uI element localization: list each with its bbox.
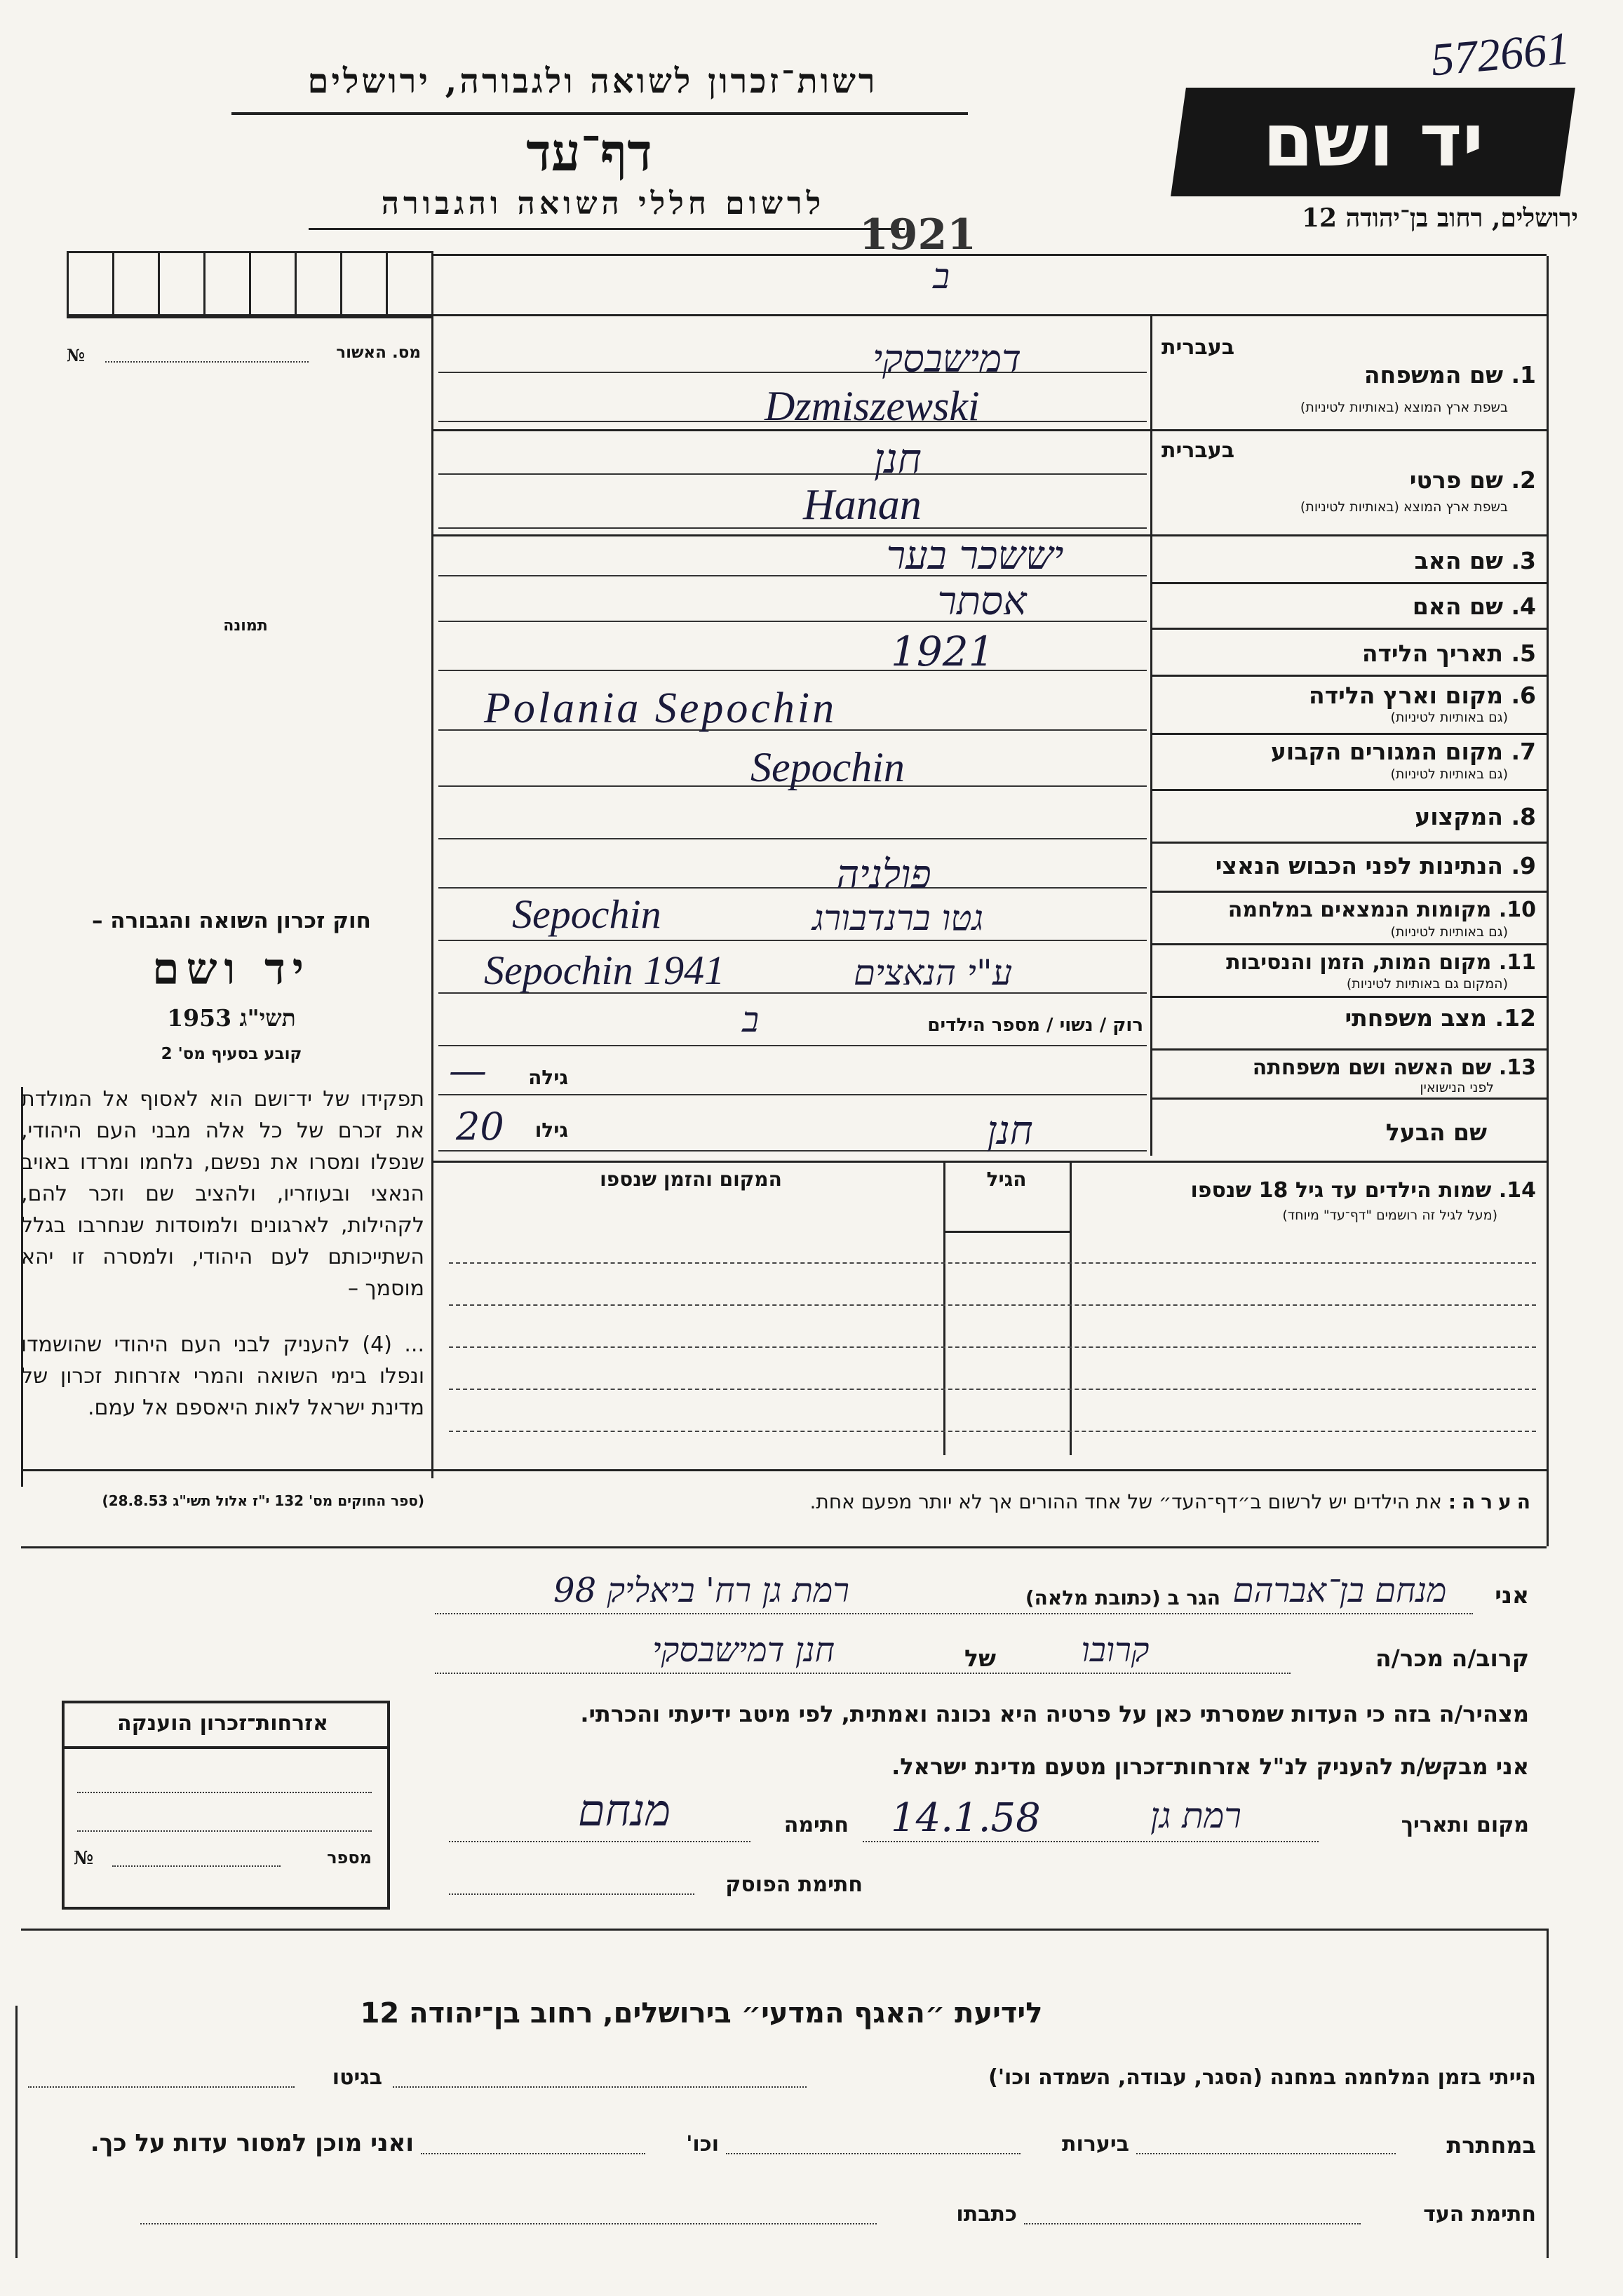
residence-value[interactable]: Sepochin (750, 744, 905, 790)
bottom-line2-mid2: וכו' (686, 2132, 719, 2156)
citizenship-number-field[interactable] (112, 1865, 281, 1867)
field-2-name: שם פרטי (1409, 466, 1503, 494)
field-5-name: תאריך הלידה (1361, 640, 1503, 667)
field-13-label (1157, 1055, 1536, 1080)
form-subtitle: לרשום חללי השואה והגבורה (381, 186, 826, 222)
header-address: ירושלים, רחוב בן־יהודה 12 (1301, 203, 1578, 233)
field-8-label (1157, 803, 1536, 830)
approval-label: מס. האשור (336, 344, 421, 362)
field-11-name: מקום המות, הזמן והנסיבות (1226, 950, 1492, 975)
field-7-num: 7. (1511, 738, 1536, 765)
field-12-label (1157, 1004, 1536, 1032)
field-3-name: שם האב (1414, 547, 1503, 574)
label-column-divider (1150, 314, 1152, 1156)
institution-name: רשות־זכרון לשואה ולגבורה, ירושלים (307, 62, 878, 101)
top-strip-bottom (431, 254, 1547, 256)
frame-right (1547, 256, 1549, 1546)
law-clause: ... (4) להעניק לבני העם היהודי שהושמדו ונפלו בימי השואה והמרי אזרחות זכרון של מדינת ישראל לאות היאספם אל עמם. (21, 1332, 424, 1420)
handwritten-id: 572661 (1429, 22, 1572, 86)
note-row (449, 1490, 1536, 1513)
bottom-section-title: לידיעת ״האגף המדעי״ בירושלים, רחוב בן־יהודה 12 (360, 1997, 1043, 2030)
stamp-number: 1921 (859, 210, 976, 259)
wartime-place-latin[interactable]: Sepochin (512, 891, 661, 937)
citizenship-box-title: אזרחות־זכרון הוענקה (116, 1711, 329, 1736)
note-label: הערה: (1448, 1490, 1536, 1513)
citizenship-number-label: מספר (327, 1848, 372, 1868)
photo-label: תמונה (223, 617, 268, 635)
of-label: של (964, 1645, 996, 1672)
field-7-sub: (גם באותיות לטיניות) (1390, 767, 1508, 782)
lang-label-2: בעברית (1161, 438, 1234, 463)
wife-age-value[interactable]: — (449, 1048, 487, 1093)
field-1-name: שם המשפחה (1363, 361, 1503, 389)
husband-age-value[interactable]: 20 (456, 1105, 504, 1149)
bottom-line3-mid: כתבתו (956, 2202, 1017, 2227)
husband-label: שם הבעל (1385, 1119, 1487, 1146)
field-12-num: 12. (1495, 1004, 1536, 1032)
camp-field[interactable] (393, 2086, 807, 2088)
bottom-line2-end: ואני מוכן למסור עדות על כך. (90, 2129, 414, 2157)
field-13-num: 13. (1498, 1055, 1536, 1080)
underground-field[interactable] (1136, 2153, 1396, 2154)
date-value[interactable]: 14.1.58 (891, 1795, 1041, 1841)
field-1-num: 1. (1511, 361, 1536, 389)
death-place-latin[interactable]: Sepochin 1941 (484, 947, 725, 993)
field-2-sub: בשפת ארץ המוצא (באותיות לטיניות) (1300, 499, 1508, 515)
form-title: דף־עד (526, 123, 652, 183)
field-1-sub: בשפת ארץ המוצא (באותיות לטיניות) (1300, 400, 1508, 415)
wartime-place-hebrew[interactable]: גטו ברנדבורג (812, 898, 984, 938)
wife-age-label: גילה (528, 1066, 568, 1089)
field-9-label (1157, 852, 1536, 879)
field-4-label (1157, 593, 1536, 620)
law-citation: (ספר החוקים מס' 132 י"ז אלול תשי"ג 28.8.53) (102, 1492, 424, 1509)
children-place-header: המקום והזמן שנספו (600, 1168, 782, 1191)
field-10-num: 10. (1498, 898, 1536, 922)
children-age-header: הגיל (986, 1168, 1027, 1191)
field-9-num: 9. (1511, 852, 1536, 879)
death-place-hebrew[interactable]: ע"י הנאצים (853, 952, 1013, 993)
approval-number-sign: № (67, 345, 86, 365)
relation-value[interactable]: קרובו (1081, 1630, 1150, 1670)
header-underline (231, 112, 968, 115)
children-label (1077, 1178, 1536, 1203)
field-6-name: מקום וארץ הלידה (1309, 682, 1503, 709)
bottom-line3-start: חתימת העד (1423, 2202, 1536, 2227)
field-5-label (1157, 640, 1536, 667)
law-section: קובע בסעיף מס' 2 (161, 1045, 302, 1063)
bottom-line1-start: הייתי בזמן המלחמה במחנה (הסגר, עבודה, השמדה וכו') (988, 2065, 1536, 2090)
husband-name-value[interactable]: חנן (987, 1108, 1033, 1154)
declaration-statement: מצהיר/ה בזה כי העדות שמסרתי כאן על פרטיה היא נכונה ואמתית, לפי מיטב ידיעתי והכרתי. (580, 1701, 1529, 1727)
address-label: הגר ב (כתובת מלאה) (1025, 1586, 1220, 1609)
frame-top (67, 314, 1547, 316)
law-body: תפקידו של יד־ושם הוא לאסוף אל המולדת את זכרם של כל אלה מבני העם היהודי, שנפלו ומסרו את נפשם, נלחמו ומרדו באויב הנאצי ובעוזריו, ולהציב שם וזכר להם, לקהילות, לארגונים ולמוסדות שנחרבו בגלל השתייכותם לעם היהודי, ולמסרה זו יהא מוסמך – (21, 1087, 424, 1301)
admin-box-row (67, 251, 433, 318)
other-field[interactable] (421, 2153, 645, 2154)
field-11-num: 11. (1498, 950, 1536, 975)
bottom-line1-end: בגיטו (332, 2065, 382, 2090)
relation-label: קרוב/ה מכר/ה (1375, 1645, 1529, 1672)
field-8-num: 8. (1511, 803, 1536, 830)
law-heading: חוק זכרון השואה והגבורה – (92, 908, 371, 933)
field-9-name: הנתינות לפני הכבוש הנאצי (1215, 852, 1503, 879)
birth-date-value[interactable]: 1921 (891, 628, 995, 675)
forest-field[interactable] (726, 2153, 1021, 2154)
field-11-sub: (המקום גם באותיות לטיניות) (1346, 976, 1508, 992)
witness-signature-field[interactable] (1024, 2223, 1361, 2224)
witness-address-field[interactable] (140, 2223, 877, 2224)
field-10-label (1157, 898, 1536, 922)
field-13-name: שם האשה ושם משפחתה (1252, 1055, 1492, 1080)
approval-line[interactable] (105, 361, 309, 363)
field-6-label (1157, 682, 1536, 709)
birth-place-value[interactable]: Polania Sepochin (484, 684, 837, 732)
subtitle-underline (309, 228, 905, 230)
signature-value[interactable]: מנחם (577, 1785, 671, 1836)
field-10-sub: (גם באותיות לטיניות) (1390, 924, 1508, 940)
note-text: את הילדים יש לרשום ב״דף־העד״ של אחד ההורים אך לא יותר מפעם אחת. (809, 1490, 1442, 1513)
bottom-line2-mid1: ביערות (1062, 2132, 1129, 2156)
field-3-num: 3. (1511, 547, 1536, 574)
husband-age-label: גילו (534, 1119, 568, 1142)
children-title: שמות הילדים עד גיל 18 שנספו (1190, 1178, 1492, 1203)
lang-label-1: בעברית (1161, 335, 1234, 360)
signature-label: חתימה (783, 1813, 849, 1837)
victim-name-ref[interactable]: חנן דמישבסקי (652, 1630, 835, 1670)
field-7-name: מקום המגורים הקבוע (1270, 738, 1503, 765)
field-6-num: 6. (1511, 682, 1536, 709)
bottom-line2-start: במחתרת (1446, 2132, 1536, 2159)
field-2-label (1157, 466, 1536, 494)
family-status-value[interactable]: ב (741, 999, 760, 1040)
field-11-label (1157, 950, 1536, 975)
field-12-sub: רוק / נשוי / מספר הילדים (927, 1015, 1143, 1036)
field-7-label (1157, 738, 1536, 765)
place-value[interactable]: רמת גן (1150, 1795, 1241, 1836)
field-5-num: 5. (1511, 640, 1536, 667)
field-3-label (1157, 547, 1536, 574)
children-sub: (מעל לגיל זה רושמים "דף־עד" מיוחד) (1282, 1208, 1497, 1223)
law-name: יד ושם (151, 943, 311, 994)
officer-signature-label: חתימת הפוסק (725, 1872, 863, 1897)
logo-text: יד ושם (1262, 97, 1484, 183)
declarant-name[interactable]: מנחם בן־אברהם (1232, 1571, 1447, 1610)
field-4-name: שם האם (1412, 593, 1503, 620)
law-year: תשי"ג 1953 (167, 1004, 296, 1032)
children-col-divider-1 (943, 1161, 945, 1455)
field-10-name: מקומות הנמצאים במלחמה (1227, 898, 1492, 922)
surname-latin-value[interactable]: Dzmiszewski (765, 383, 980, 429)
children-num: 14. (1498, 1178, 1536, 1203)
ghetto-field[interactable] (28, 2086, 295, 2088)
first-name-latin-value[interactable]: Hanan (803, 481, 922, 529)
place-date-label: מקום ותאריך (1401, 1813, 1529, 1837)
mother-name-value[interactable]: אסתר (937, 579, 1027, 624)
declarant-address[interactable]: רמת גן רח' ביאליק 98 (553, 1571, 849, 1610)
children-col-divider-2 (1070, 1161, 1072, 1455)
nationality-value[interactable]: פולניה (836, 852, 931, 898)
father-name-value[interactable]: יששכר בער (886, 533, 1064, 579)
first-name-hebrew-value[interactable]: חנן (874, 435, 922, 482)
surname-hebrew-value[interactable]: דמישבסקי (872, 337, 1022, 381)
field-6-sub: (גם באותיות לטיניות) (1390, 710, 1508, 725)
citizenship-request: אני מבקש/ת להעניק לנ"ל אזרחות־זכרון מטעם מדינת ישראל. (891, 1753, 1529, 1780)
yad-vashem-logo (1171, 88, 1575, 196)
field-8-name: המקצוע (1415, 803, 1503, 830)
field-12-name: מצב משפחתי (1345, 1004, 1488, 1032)
field-2-num: 2. (1511, 466, 1536, 494)
field-1-label (1157, 361, 1536, 389)
citizenship-number-sign: № (74, 1848, 94, 1869)
field-4-num: 4. (1511, 593, 1536, 620)
stamp-letter: ב (933, 256, 950, 297)
field-13-sub: לפני הנישואין (1420, 1080, 1494, 1095)
declaration-prefix: אני (1495, 1581, 1529, 1609)
form-inner-left (431, 314, 433, 1478)
